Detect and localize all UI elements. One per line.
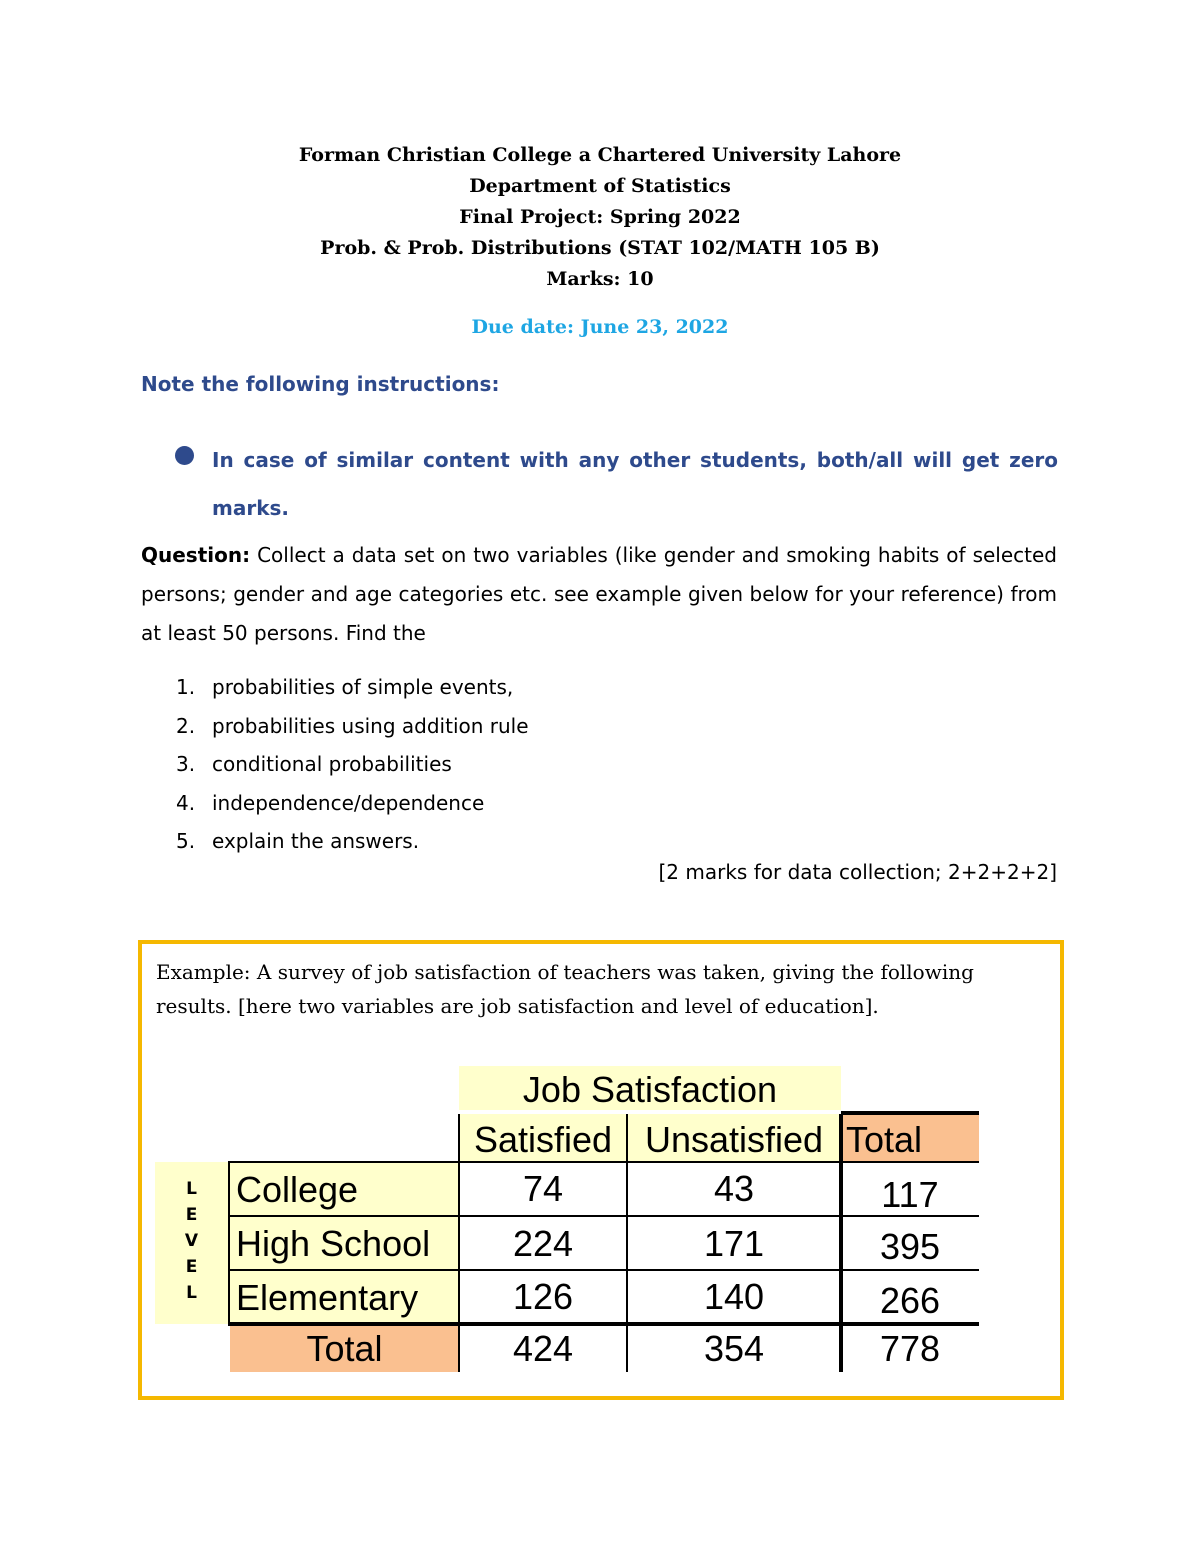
instructions-heading: Note the following instructions: (141, 372, 500, 396)
total-row-label: Total (306, 1328, 383, 1369)
table-cell: 224 (512, 1223, 574, 1264)
table-rule (458, 1114, 460, 1372)
list-item: 5. explain the answers. (176, 829, 420, 853)
marks-note: [2 marks for data collection; 2+2+2+2] (658, 860, 1057, 884)
row-label: Elementary (236, 1277, 419, 1318)
table-cell: 171 (703, 1223, 765, 1264)
column-header: Unsatisfied (644, 1119, 824, 1160)
table-cell: 43 (713, 1168, 755, 1209)
table-title: Job Satisfaction (522, 1069, 778, 1110)
table-cell: 126 (512, 1276, 574, 1317)
list-item: 2. probabilities using addition rule (176, 713, 529, 738)
table-cell: 266 (879, 1280, 941, 1321)
table-rule (626, 1114, 628, 1372)
table-rule (228, 1322, 979, 1326)
table-rule (228, 1269, 979, 1271)
instruction-bullet: In case of similar content with any other students, both/all will get zero marks. (212, 448, 1058, 520)
table-rule (228, 1215, 979, 1217)
column-header: Total (846, 1119, 923, 1160)
row-label: College (236, 1169, 359, 1210)
due-date: Due date: June 23, 2022 (471, 316, 729, 338)
college-name: Forman Christian College a Chartered University Lahore (298, 144, 902, 166)
table-cell: 117 (881, 1174, 939, 1215)
total-cell: 778 (879, 1328, 941, 1369)
total-cell: 354 (703, 1328, 765, 1369)
document-header (0, 140, 1200, 295)
course-name: Prob. & Prob. Distributions (STAT 102/MATH 105 B) (320, 237, 880, 259)
table-rule (841, 1111, 979, 1115)
question-text: Collect a data set on two variables (like gender and smoking habits of selected persons; gender and age categories etc. see example given below for your reference) from at least 50 persons. Find the (141, 543, 1057, 645)
list-item: 4. independence/dependence (176, 790, 485, 815)
table-rule (839, 1114, 843, 1372)
table-rule (228, 1161, 979, 1163)
table-cell: 140 (703, 1276, 765, 1317)
question-paragraph (141, 536, 1057, 653)
task-list (176, 668, 529, 861)
table-cell: 395 (879, 1226, 941, 1267)
list-item: 3. conditional probabilities (176, 752, 452, 776)
marks: Marks: 10 (546, 268, 654, 290)
level-side-label: L E V E L (155, 1162, 228, 1324)
bullet-icon (175, 446, 194, 465)
row-label: High School (236, 1223, 431, 1264)
department: Department of Statistics (469, 175, 731, 197)
table-cell: 74 (522, 1168, 564, 1209)
column-header: Satisfied (473, 1119, 613, 1160)
total-cell: 424 (512, 1328, 574, 1369)
example-text: Example: A survey of job satisfaction of teachers was taken, giving the following results. [here two variables are job satisfaction and level of education]. (156, 960, 974, 1018)
question-label: Question: (141, 543, 251, 567)
table-rule (228, 1161, 230, 1324)
list-item: 1. probabilities of simple events, (176, 675, 514, 699)
project-title: Final Project: Spring 2022 (459, 206, 741, 228)
